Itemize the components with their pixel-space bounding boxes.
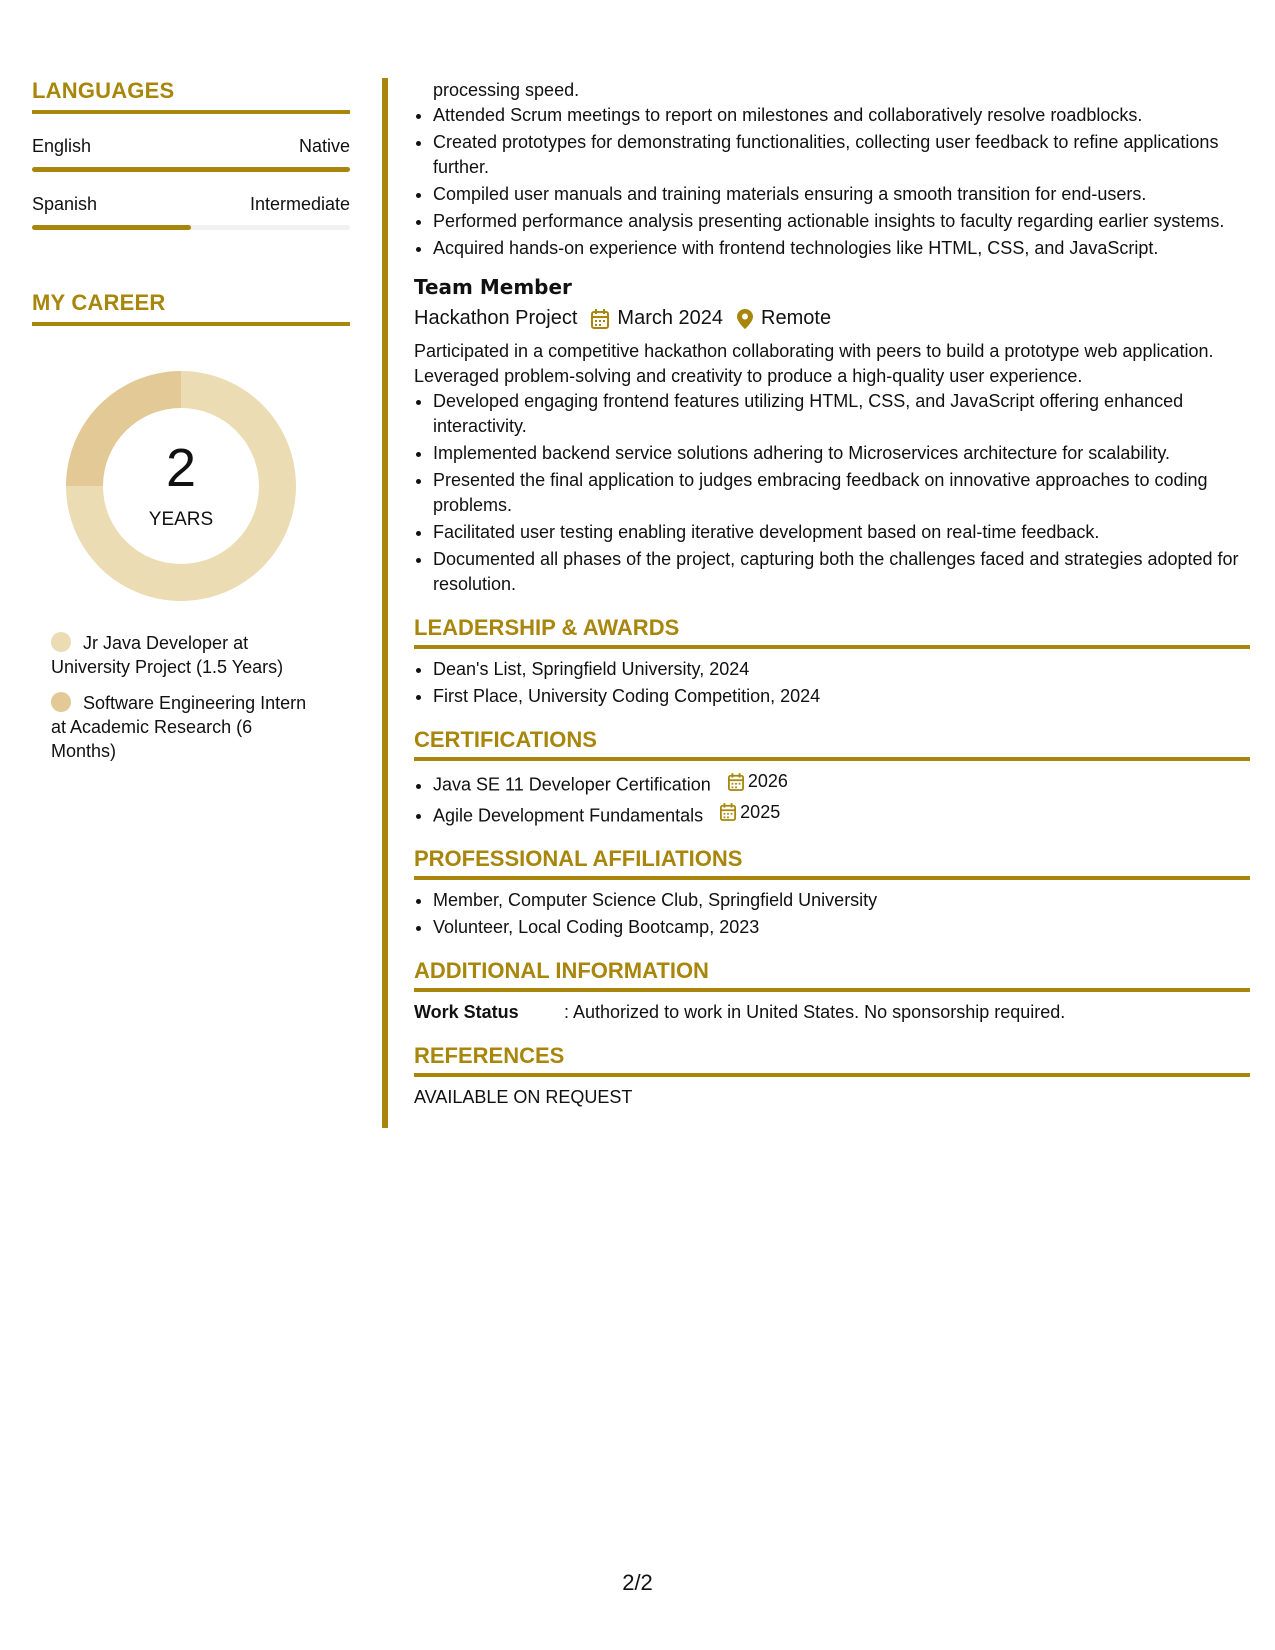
language-level-fill <box>32 167 350 172</box>
career-donut-chart <box>66 371 296 601</box>
legend-dot <box>51 632 71 652</box>
list-item: • First Place, University Coding Competition, 2024 <box>433 684 1250 709</box>
work-status-value: : Authorized to work in United States. No sponsorship required. <box>564 1002 1066 1022</box>
language-level: Intermediate <box>249 194 350 214</box>
job-date: March 2024 <box>617 307 724 329</box>
certifications-list <box>414 769 1250 828</box>
column-divider <box>382 78 388 1128</box>
career-heading: MY CAREER <box>32 290 350 326</box>
languages-heading: LANGUAGES <box>32 78 350 114</box>
job-meta <box>414 306 1250 331</box>
location-pin-icon <box>737 309 753 329</box>
language-level: Native <box>298 136 350 156</box>
left-column <box>32 78 350 775</box>
list-item: • Dean's List, Springfield University, 2024 <box>433 657 1250 682</box>
legend-item <box>51 691 321 763</box>
right-column <box>414 78 1250 1110</box>
career-years-number: 2 <box>165 438 197 498</box>
language-english <box>32 136 350 172</box>
career-years-unit: YEARS <box>148 509 214 530</box>
language-name: Spanish <box>32 194 98 214</box>
job-title: Team Member <box>414 275 572 299</box>
additional-info-heading: ADDITIONAL INFORMATION <box>414 958 1250 992</box>
list-item: • Performed performance analysis presenting actionable insights to faculty regarding earlier systems. <box>433 209 1250 234</box>
leadership-list <box>414 657 1250 709</box>
legend-label: Jr Java Developer at University Project (1.5 Years) <box>51 633 284 677</box>
list-item: • Presented the final application to judges embracing feedback on innovative approaches to coding problems. <box>433 468 1250 518</box>
job-bullets <box>414 389 1250 597</box>
language-spanish <box>32 194 350 230</box>
legend-item <box>51 631 321 679</box>
job-location: Remote <box>761 307 832 329</box>
list-item <box>433 769 1250 798</box>
calendar-icon <box>728 773 744 791</box>
cert-year: 2025 <box>740 801 781 822</box>
references-heading: REFERENCES <box>414 1043 1250 1077</box>
cert-name: Java SE 11 Developer Certification <box>433 774 711 795</box>
list-item: • Attended Scrum meetings to report on milestones and collaboratively resolve roadblocks. <box>433 103 1250 128</box>
certifications-heading: CERTIFICATIONS <box>414 727 1250 761</box>
legend-label: Software Engineering Intern at Academic Research (6 Months) <box>51 693 307 761</box>
leadership-heading: LEADERSHIP & AWARDS <box>414 615 1250 649</box>
list-item <box>433 800 1250 829</box>
list-item: • Volunteer, Local Coding Bootcamp, 2023 <box>433 915 1250 940</box>
list-item: • Implemented backend service solutions adhering to Microservices architecture for scalability. <box>433 441 1250 466</box>
affiliations-list <box>414 888 1250 940</box>
cert-year: 2026 <box>747 771 788 791</box>
list-item: • Compiled user manuals and training materials ensuring a smooth transition for end-users. <box>433 182 1250 207</box>
calendar-icon <box>591 309 609 329</box>
job-company: Hackathon Project <box>414 307 578 329</box>
cert-date <box>728 769 788 794</box>
cert-date <box>720 800 780 825</box>
work-status-row <box>414 1000 1250 1025</box>
affiliations-heading: PROFESSIONAL AFFILIATIONS <box>414 846 1250 880</box>
continued-text: processing speed. <box>433 80 580 100</box>
calendar-icon <box>720 803 736 821</box>
list-item: • Member, Computer Science Club, Springfield University <box>433 888 1250 913</box>
list-item: • Acquired hands-on experience with frontend technologies like HTML, CSS, and JavaScript. <box>433 236 1250 261</box>
language-level-bar <box>32 225 350 230</box>
cert-name: Agile Development Fundamentals <box>433 805 704 825</box>
career-legend <box>51 631 321 763</box>
list-item: • Facilitated user testing enabling iterative development based on real-time feedback. <box>433 520 1250 545</box>
page-number: 2/2 <box>622 1570 653 1595</box>
language-level-bar <box>32 167 350 172</box>
language-name: English <box>32 136 92 156</box>
references-text: AVAILABLE ON REQUEST <box>414 1087 633 1107</box>
list-item: • Documented all phases of the project, capturing both the challenges faced and strategies adopted for resolution. <box>433 547 1250 597</box>
list-item: • Developed engaging frontend features utilizing HTML, CSS, and JavaScript offering enhanced interactivity. <box>433 389 1250 439</box>
experience-bullets <box>414 103 1250 261</box>
work-status-label: Work Status <box>414 1002 519 1022</box>
language-level-fill <box>32 225 191 230</box>
job-summary: Participated in a competitive hackathon collaborating with peers to build a prototype web application. Leveraged problem-solving and creativity to produce a high-quality user experience. <box>414 341 1214 386</box>
list-item: • Created prototypes for demonstrating functionalities, collecting user feedback to refine applications further. <box>433 130 1250 180</box>
legend-dot <box>51 692 71 712</box>
